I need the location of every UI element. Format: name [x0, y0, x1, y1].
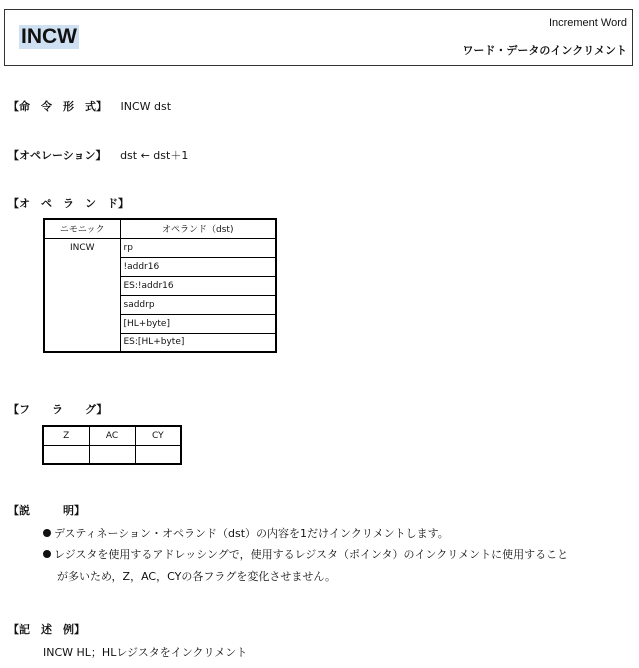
flag-cy-header: CY [135, 426, 181, 445]
description-section [8, 502, 85, 518]
example-value: INCW HL；HLレジスタをインクリメント [43, 646, 248, 659]
description-bullet [43, 525, 449, 541]
flag-label: 【フ ラ グ】 [8, 403, 108, 416]
operand-table-header-row [44, 219, 276, 238]
mnemonic-column-header: ニモニック [44, 219, 120, 238]
bullet-text: デスティネーション・オペランド（dst）の内容を1だけインクリメントします。 [54, 527, 449, 540]
bullet-text: が多いため，Z，AC，CYの各フラグを変化させません。 [57, 570, 336, 583]
instruction-title-en: Increment Word [548, 17, 627, 29]
table-row [44, 238, 276, 257]
operand-label: 【オ ペ ラ ン ド】 [8, 197, 129, 210]
operand-cell: !addr16 [120, 257, 276, 276]
bullet-dot-icon [43, 550, 51, 558]
flag-section [8, 401, 107, 417]
instruction-title-jp: ワード・データのインクリメント [462, 44, 627, 57]
operand-cell: ES:!addr16 [120, 276, 276, 295]
operation-value: dst ← dst＋1 [120, 149, 189, 162]
description-label: 【説 明】 [8, 504, 85, 517]
description-bullet-continuation [57, 568, 336, 584]
operand-cell: [HL+byte] [120, 314, 276, 333]
operand-cell: rp [120, 238, 276, 257]
flag-value-row [43, 445, 181, 464]
flag-header-row [43, 426, 181, 445]
flag-z-header: Z [43, 426, 89, 445]
operand-table [43, 218, 277, 353]
example-code [43, 644, 247, 660]
flag-cy-value [135, 445, 181, 464]
flag-table [42, 425, 182, 465]
operand-cell: ES:[HL+byte] [120, 333, 276, 352]
operation-label: 【オペレーション】 [8, 149, 107, 162]
example-label: 【記 述 例】 [8, 623, 85, 636]
flag-z-value [43, 445, 89, 464]
bullet-dot-icon [43, 529, 51, 537]
operand-column-header: オペランド（dst) [120, 219, 276, 238]
flag-ac-value [89, 445, 135, 464]
description-bullet [43, 546, 568, 562]
operand-cell: saddrp [120, 295, 276, 314]
format-section [8, 98, 171, 114]
flag-ac-header: AC [89, 426, 135, 445]
mnemonic-cell: INCW [44, 238, 120, 352]
header-box [4, 9, 633, 66]
format-value: INCW dst [120, 100, 172, 113]
operation-section [8, 147, 188, 163]
example-section [8, 621, 85, 637]
bullet-text: レジスタを使用するアドレッシングで，使用するレジスタ（ポインタ）のインクリメントに使用すること [54, 548, 569, 561]
format-label: 【命 令 形 式】 [8, 100, 107, 113]
operand-section [8, 195, 129, 211]
instruction-mnemonic-title: INCW [21, 25, 77, 48]
